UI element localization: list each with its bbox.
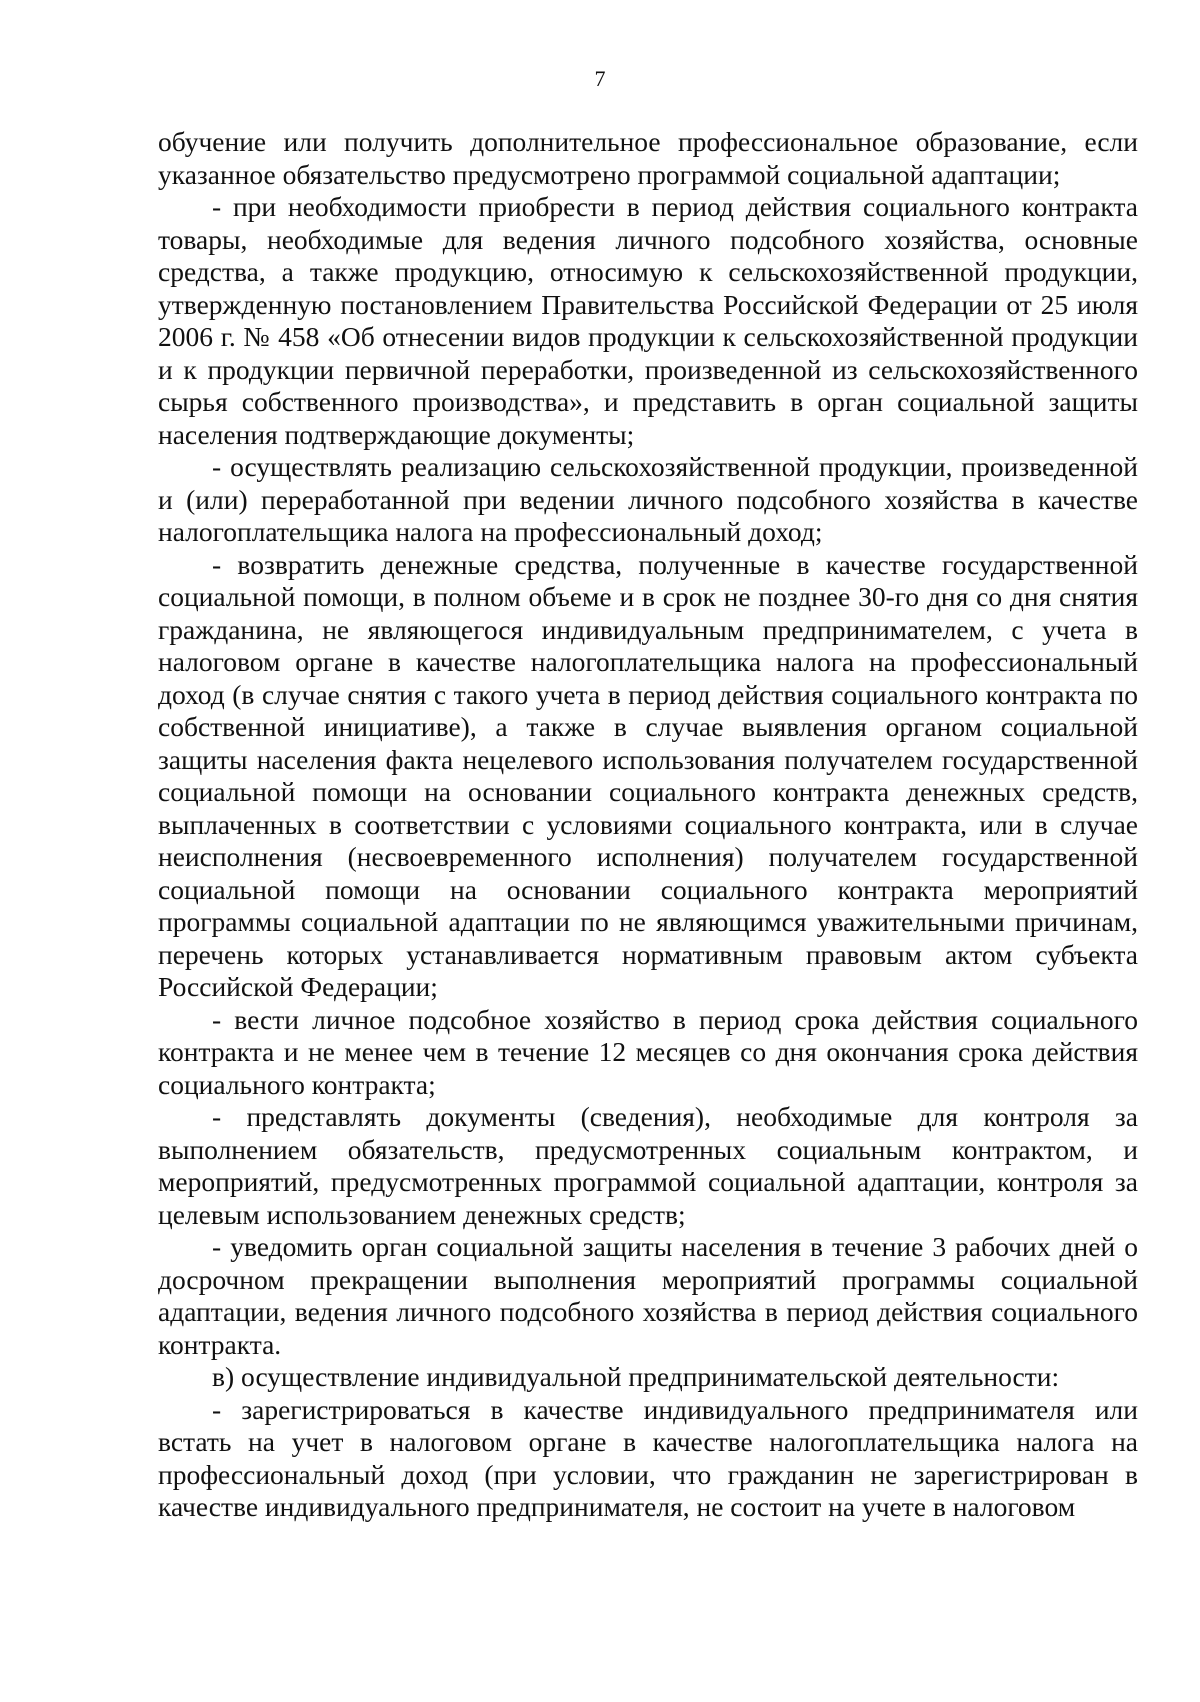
list-item-maintain-farm: - вести личное подсобное хозяйство в период срока действия социального контракта и не менее чем в течение 12 месяцев со дня окончания срока действия социального контракта; [158,1003,1138,1100]
list-item-notify-authority: - уведомить орган социальной защиты населения в течение 3 рабочих дней о досрочном прекращении выполнения мероприятий программы социальной адаптации, ведения личного подсобного хозяйства в период действия социального контракта. [158,1231,1138,1360]
list-item-sell-produce: - осуществлять реализацию сельскохозяйственной продукции, произведенной и (или) переработанной при ведении личного подсобного хозяйства в качестве налогоплательщика налога на профессиональный доход; [158,451,1138,547]
section-heading-entrepreneurship: в) осуществление индивидуальной предпринимательской деятельности: [212,1361,1060,1392]
list-item-purchase-goods: - при необходимости приобрести в период действия социального контракта товары, необходимые для ведения личного подсобного хозяйства, основные средства, а также продукцию, относимую к сельскохозяйственной продукции, утвержденную постановлением Правительства Российской Федерации от 25 июля 2006 г. № 458 «Об отнесении видов продукции к сельскохозяйственной продукции и к продукции первичной переработки, произведенной из сельскохозяйственного сырья собственного производства», и представить в орган социальной защиты населения подтверждающие документы; [158,191,1138,450]
list-item-register-entrepreneur: - зарегистрироваться в качестве индивидуального предпринимателя или встать на учет в налоговом органе в качестве налогоплательщика налога на профессиональный доход (при условии, что гражданин не зарегистрирован в качестве индивидуального предпринимателя, не состоит на учете в налоговом [158,1393,1138,1522]
paragraph-continuation: обучение или получить дополнительное профессиональное образование, если указанное обязательство предусмотрено программой социальной адаптации; [158,126,1138,190]
document-body [158,126,1138,1524]
list-item-return-funds: - возвратить денежные средства, полученные в качестве государственной социальной помощи, в полном объеме и в срок не позднее 30-го дня со дня снятия гражданина, не являющегося индивидуальным предпринимателем, с учета в налоговом органе в качестве налогоплательщика налога на профессиональный доход (в случае снятия с такого учета в период действия социального контракта по собственной инициативе), а также в случае выявления органом социальной защиты населения факта нецелевого использования получателем государственной социальной помощи на основании социального контракта денежных средств, выплаченных в соответствии с условиями социального контракта, или в случае неисполнения (несвоевременного исполнения) получателем государственной социальной помощи на основании социального контракта мероприятий программы социальной адаптации по не являющимся уважительными причинам, перечень которых устанавливается нормативным правовым актом субъекта Российской Федерации; [158,548,1138,1002]
list-item-submit-documents: - представлять документы (сведения), необходимые для контроля за выполнением обязательств, предусмотренных социальным контрактом, и мероприятий, предусмотренных программой социальной адаптации, контроля за целевым использованием денежных средств; [158,1101,1138,1230]
page-number: 7 [594,66,606,91]
